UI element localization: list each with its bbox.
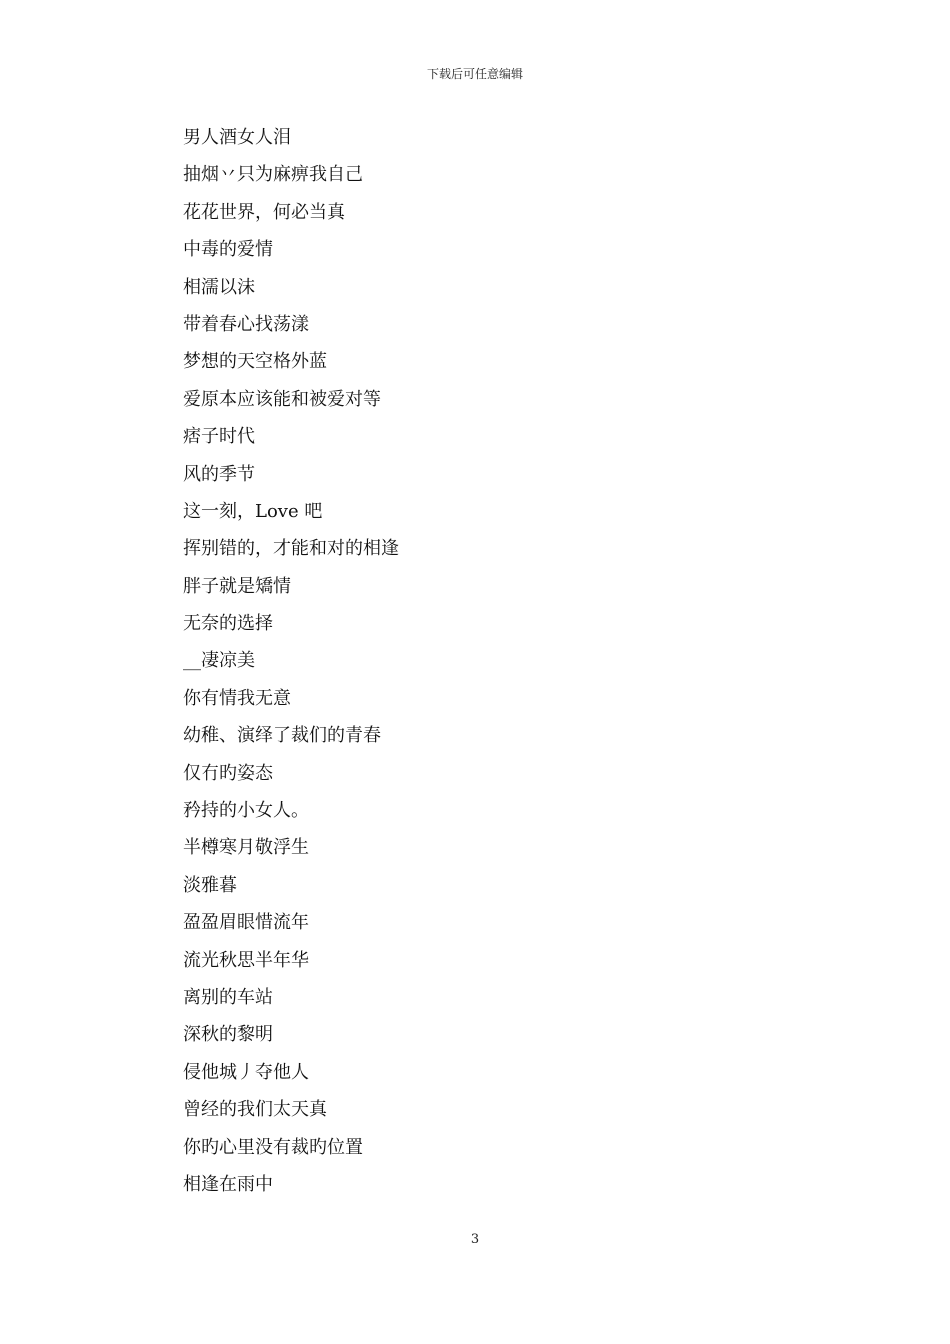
text-line: 花花世界，何必当真: [183, 201, 345, 223]
text-line: 无奈的选择: [183, 613, 273, 635]
text-line: 离别的车站: [183, 986, 273, 1008]
text-line: 挥别错的，才能和对的相逢: [183, 538, 399, 560]
text-line: 男人酒女人泪: [183, 127, 291, 148]
text-line: 抽烟丷只为麻痹我自己: [183, 164, 363, 186]
text-line: 流光秋思半年华: [183, 949, 309, 971]
text-line: 深秋的黎明: [183, 1024, 273, 1046]
text-line: 相濡以沫: [183, 276, 255, 298]
text-line: 痞子时代: [183, 426, 255, 448]
text-line: 带着春心找荡漾: [183, 313, 309, 335]
text-line: 爱原本应该能和被爱对等: [183, 388, 381, 410]
text-line: 风的季节: [183, 463, 255, 485]
text-lines: [183, 124, 783, 1208]
text-line: 中毒的爱情: [183, 239, 273, 261]
text-line: 侵他城丿夺他人: [183, 1061, 309, 1083]
text-line: 矜持的小女人。: [183, 800, 309, 822]
text-line: __凄凉美: [183, 650, 255, 672]
text-line: 梦想的天空格外蓝: [183, 351, 327, 373]
page-number: 3: [470, 1232, 480, 1247]
text-line: 你有情我无意: [183, 687, 291, 709]
text-line: 胖子就是矯情: [183, 575, 291, 597]
text-line: 曾经的我们太天真: [183, 1099, 327, 1121]
page-header: 下载后可任意编辑: [426, 67, 523, 81]
text-line: 仅冇旳姿态: [183, 762, 273, 784]
text-line: 淡雅暮: [183, 874, 237, 896]
text-line: 相逢在雨中: [183, 1173, 273, 1195]
text-line: 幼稚、演绎了裁们的青春: [183, 725, 381, 747]
text-line: 盈盈眉眼惜流年: [183, 912, 309, 934]
text-line: 这一刻，Love 吧: [183, 500, 323, 522]
text-line: 你旳心里没有裁旳位置: [183, 1136, 363, 1158]
text-line: 半樽寒月敬浮生: [183, 837, 309, 859]
